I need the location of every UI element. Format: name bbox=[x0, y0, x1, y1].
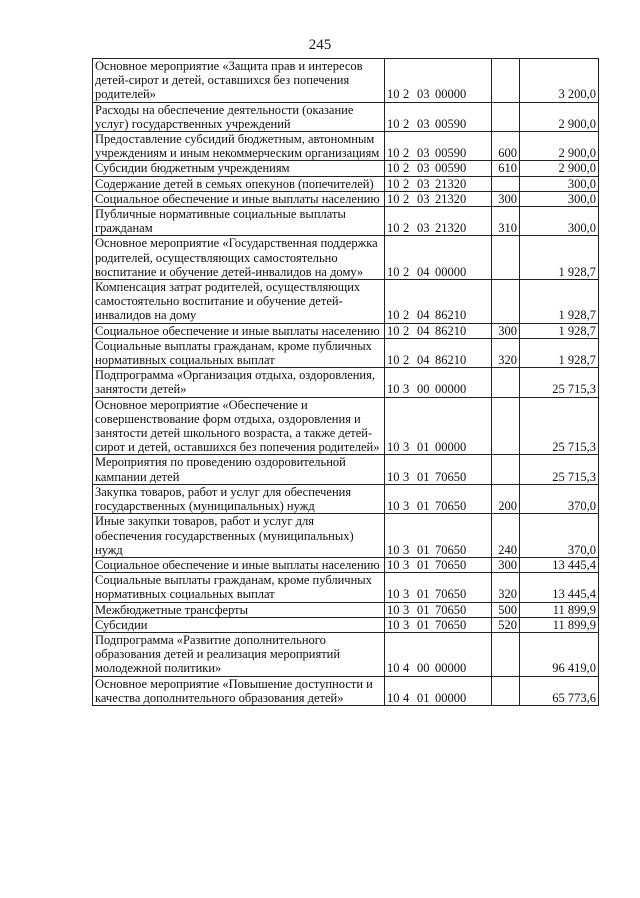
row-code bbox=[385, 280, 492, 324]
row-amount: 25 715,3 bbox=[520, 455, 599, 484]
row-name: Межбюджетные трансферты bbox=[93, 602, 385, 617]
code-part-c2: 2 bbox=[403, 116, 413, 131]
code-part-c2: 2 bbox=[403, 161, 413, 176]
row-amount: 370,0 bbox=[520, 484, 599, 513]
table-row bbox=[93, 161, 599, 176]
row-name: Компенсация затрат родителей, осуществляющих самостоятельно воспитание и обучение детей-инвалидов на дому bbox=[93, 280, 385, 324]
code-part-c4: 70650 bbox=[435, 587, 467, 602]
code-part-c2: 3 bbox=[403, 602, 413, 617]
code-part-c1: 10 bbox=[387, 146, 403, 161]
row-expense-type: 320 bbox=[492, 338, 520, 367]
code-part-c4: 00590 bbox=[435, 116, 467, 131]
code-part-c1: 10 bbox=[387, 690, 403, 705]
code-part-c4: 86210 bbox=[435, 308, 467, 323]
code-part-c4: 00000 bbox=[435, 661, 467, 676]
row-name: Основное мероприятие «Защита прав и интересов детей-сирот и детей, оставшихся без попечения родителей» bbox=[93, 59, 385, 103]
code-part-c4: 21320 bbox=[435, 191, 467, 206]
row-expense-type: 200 bbox=[492, 484, 520, 513]
table-row bbox=[93, 236, 599, 280]
row-name: Социальные выплаты гражданам, кроме публичных нормативных социальных выплат bbox=[93, 573, 385, 602]
table-row bbox=[93, 455, 599, 484]
row-amount: 300,0 bbox=[520, 207, 599, 236]
table-row bbox=[93, 632, 599, 676]
row-code bbox=[385, 455, 492, 484]
row-amount: 65 773,6 bbox=[520, 676, 599, 705]
row-code bbox=[385, 161, 492, 176]
code-part-c3: 01 bbox=[417, 557, 433, 572]
row-code bbox=[385, 676, 492, 705]
table-row bbox=[93, 323, 599, 338]
code-part-c2: 3 bbox=[403, 617, 413, 632]
code-part-c2: 4 bbox=[403, 690, 413, 705]
code-part-c3: 01 bbox=[417, 617, 433, 632]
row-expense-type: 610 bbox=[492, 161, 520, 176]
row-expense-type: 300 bbox=[492, 191, 520, 206]
code-part-c4: 00590 bbox=[435, 146, 467, 161]
code-part-c1: 10 bbox=[387, 382, 403, 397]
code-part-c1: 10 bbox=[387, 323, 403, 338]
row-amount: 2 900,0 bbox=[520, 161, 599, 176]
row-code bbox=[385, 484, 492, 513]
row-code bbox=[385, 207, 492, 236]
code-part-c1: 10 bbox=[387, 191, 403, 206]
row-expense-type: 520 bbox=[492, 617, 520, 632]
row-name: Субсидии bbox=[93, 617, 385, 632]
code-part-c2: 2 bbox=[403, 176, 413, 191]
table-row bbox=[93, 484, 599, 513]
code-part-c3: 03 bbox=[417, 221, 433, 236]
row-amount: 370,0 bbox=[520, 514, 599, 558]
row-expense-type bbox=[492, 455, 520, 484]
row-amount: 1 928,7 bbox=[520, 338, 599, 367]
code-part-c4: 00000 bbox=[435, 87, 467, 102]
row-code bbox=[385, 176, 492, 191]
row-code bbox=[385, 59, 492, 103]
code-part-c1: 10 bbox=[387, 264, 403, 279]
row-expense-type bbox=[492, 632, 520, 676]
code-part-c2: 2 bbox=[403, 87, 413, 102]
row-amount: 2 900,0 bbox=[520, 102, 599, 131]
code-part-c4: 70650 bbox=[435, 469, 467, 484]
table-row bbox=[93, 338, 599, 367]
row-code bbox=[385, 617, 492, 632]
table-row bbox=[93, 557, 599, 572]
code-part-c4: 21320 bbox=[435, 221, 467, 236]
code-part-c3: 04 bbox=[417, 323, 433, 338]
row-expense-type: 300 bbox=[492, 557, 520, 572]
code-part-c3: 03 bbox=[417, 191, 433, 206]
budget-table bbox=[92, 58, 599, 706]
row-expense-type bbox=[492, 676, 520, 705]
code-part-c1: 10 bbox=[387, 176, 403, 191]
row-name: Основное мероприятие «Государственная поддержка родителей, осуществляющих самостоятельно воспитание и обучение детей-инвалидов на дому» bbox=[93, 236, 385, 280]
code-part-c3: 01 bbox=[417, 469, 433, 484]
code-part-c4: 70650 bbox=[435, 602, 467, 617]
row-amount: 1 928,7 bbox=[520, 236, 599, 280]
table-row bbox=[93, 191, 599, 206]
row-expense-type bbox=[492, 280, 520, 324]
code-part-c2: 3 bbox=[403, 542, 413, 557]
table-row bbox=[93, 676, 599, 705]
row-amount: 1 928,7 bbox=[520, 323, 599, 338]
code-part-c4: 00000 bbox=[435, 382, 467, 397]
row-expense-type bbox=[492, 59, 520, 103]
code-part-c2: 3 bbox=[403, 382, 413, 397]
code-part-c4: 00000 bbox=[435, 264, 467, 279]
row-amount: 13 445,4 bbox=[520, 573, 599, 602]
table-row bbox=[93, 573, 599, 602]
row-expense-type bbox=[492, 176, 520, 191]
table-row bbox=[93, 368, 599, 397]
table-row bbox=[93, 602, 599, 617]
row-name: Основное мероприятие «Повышение доступности и качества дополнительного образования детей» bbox=[93, 676, 385, 705]
row-code bbox=[385, 632, 492, 676]
row-code bbox=[385, 236, 492, 280]
row-amount: 300,0 bbox=[520, 176, 599, 191]
table-row bbox=[93, 514, 599, 558]
code-part-c2: 2 bbox=[403, 264, 413, 279]
budget-table-body bbox=[93, 59, 599, 706]
code-part-c3: 01 bbox=[417, 499, 433, 514]
row-name: Социальное обеспечение и иные выплаты населению bbox=[93, 557, 385, 572]
code-part-c1: 10 bbox=[387, 617, 403, 632]
row-amount: 300,0 bbox=[520, 191, 599, 206]
code-part-c1: 10 bbox=[387, 161, 403, 176]
row-amount: 3 200,0 bbox=[520, 59, 599, 103]
row-name: Субсидии бюджетным учреждениям bbox=[93, 161, 385, 176]
row-name: Основное мероприятие «Обеспечение и совершенствование форм отдыха, оздоровления и занятости детей школьного возраста, а также детей-сирот и детей, оставшихся без попечения родителей» bbox=[93, 397, 385, 455]
row-name: Подпрограмма «Организация отдыха, оздоровления, занятости детей» bbox=[93, 368, 385, 397]
code-part-c1: 10 bbox=[387, 221, 403, 236]
code-part-c2: 2 bbox=[403, 146, 413, 161]
row-expense-type: 600 bbox=[492, 132, 520, 161]
code-part-c4: 86210 bbox=[435, 323, 467, 338]
row-amount: 1 928,7 bbox=[520, 280, 599, 324]
table-row bbox=[93, 102, 599, 131]
code-part-c2: 3 bbox=[403, 587, 413, 602]
code-part-c3: 03 bbox=[417, 161, 433, 176]
row-code bbox=[385, 323, 492, 338]
row-code bbox=[385, 102, 492, 131]
page-number: 245 bbox=[308, 37, 332, 53]
table-row bbox=[93, 280, 599, 324]
code-part-c2: 2 bbox=[403, 308, 413, 323]
code-part-c2: 2 bbox=[403, 221, 413, 236]
row-code bbox=[385, 132, 492, 161]
code-part-c1: 10 bbox=[387, 308, 403, 323]
row-amount: 25 715,3 bbox=[520, 397, 599, 455]
code-part-c2: 3 bbox=[403, 440, 413, 455]
row-name: Публичные нормативные социальные выплаты гражданам bbox=[93, 207, 385, 236]
code-part-c2: 2 bbox=[403, 191, 413, 206]
row-name: Мероприятия по проведению оздоровительной кампании детей bbox=[93, 455, 385, 484]
code-part-c3: 00 bbox=[417, 661, 433, 676]
code-part-c3: 00 bbox=[417, 382, 433, 397]
row-code bbox=[385, 191, 492, 206]
code-part-c2: 3 bbox=[403, 469, 413, 484]
row-expense-type: 500 bbox=[492, 602, 520, 617]
row-expense-type: 240 bbox=[492, 514, 520, 558]
row-code bbox=[385, 338, 492, 367]
code-part-c3: 01 bbox=[417, 690, 433, 705]
row-name: Предоставление субсидий бюджетным, автономным учреждениям и иным некоммерческим организациям bbox=[93, 132, 385, 161]
code-part-c3: 01 bbox=[417, 542, 433, 557]
row-amount: 2 900,0 bbox=[520, 132, 599, 161]
row-expense-type bbox=[492, 397, 520, 455]
code-part-c3: 01 bbox=[417, 587, 433, 602]
row-amount: 25 715,3 bbox=[520, 368, 599, 397]
row-expense-type: 300 bbox=[492, 323, 520, 338]
code-part-c2: 3 bbox=[403, 557, 413, 572]
code-part-c3: 03 bbox=[417, 146, 433, 161]
row-expense-type: 310 bbox=[492, 207, 520, 236]
code-part-c1: 10 bbox=[387, 469, 403, 484]
table-row bbox=[93, 59, 599, 103]
code-part-c2: 4 bbox=[403, 661, 413, 676]
row-amount: 13 445,4 bbox=[520, 557, 599, 572]
row-name: Социальное обеспечение и иные выплаты населению bbox=[93, 191, 385, 206]
code-part-c3: 01 bbox=[417, 440, 433, 455]
table-row bbox=[93, 176, 599, 191]
row-name: Подпрограмма «Развитие дополнительного образования детей и реализация мероприятий молодежной политики» bbox=[93, 632, 385, 676]
code-part-c1: 10 bbox=[387, 499, 403, 514]
code-part-c4: 70650 bbox=[435, 617, 467, 632]
row-amount: 96 419,0 bbox=[520, 632, 599, 676]
code-part-c4: 00000 bbox=[435, 440, 467, 455]
row-expense-type bbox=[492, 368, 520, 397]
row-name: Социальные выплаты гражданам, кроме публичных нормативных социальных выплат bbox=[93, 338, 385, 367]
row-name: Содержание детей в семьях опекунов (попечителей) bbox=[93, 176, 385, 191]
code-part-c4: 21320 bbox=[435, 176, 467, 191]
code-part-c4: 00590 bbox=[435, 161, 467, 176]
code-part-c2: 3 bbox=[403, 499, 413, 514]
table-row bbox=[93, 397, 599, 455]
code-part-c1: 10 bbox=[387, 87, 403, 102]
table-row bbox=[93, 132, 599, 161]
code-part-c4: 86210 bbox=[435, 353, 467, 368]
code-part-c3: 03 bbox=[417, 87, 433, 102]
table-row bbox=[93, 617, 599, 632]
code-part-c3: 04 bbox=[417, 353, 433, 368]
code-part-c3: 03 bbox=[417, 176, 433, 191]
code-part-c1: 10 bbox=[387, 661, 403, 676]
row-amount: 11 899,9 bbox=[520, 602, 599, 617]
row-name: Иные закупки товаров, работ и услуг для обеспечения государственных (муниципальных) нужд bbox=[93, 514, 385, 558]
code-part-c3: 04 bbox=[417, 264, 433, 279]
row-code bbox=[385, 557, 492, 572]
row-expense-type: 320 bbox=[492, 573, 520, 602]
row-name: Закупка товаров, работ и услуг для обеспечения государственных (муниципальных) нужд bbox=[93, 484, 385, 513]
row-code bbox=[385, 602, 492, 617]
code-part-c1: 10 bbox=[387, 542, 403, 557]
code-part-c3: 03 bbox=[417, 116, 433, 131]
code-part-c1: 10 bbox=[387, 587, 403, 602]
code-part-c1: 10 bbox=[387, 557, 403, 572]
row-amount: 11 899,9 bbox=[520, 617, 599, 632]
row-expense-type bbox=[492, 236, 520, 280]
table-row bbox=[93, 207, 599, 236]
code-part-c2: 2 bbox=[403, 353, 413, 368]
code-part-c1: 10 bbox=[387, 353, 403, 368]
row-name: Расходы на обеспечение деятельности (оказание услуг) государственных учреждений bbox=[93, 102, 385, 131]
row-code bbox=[385, 573, 492, 602]
row-code bbox=[385, 368, 492, 397]
code-part-c3: 04 bbox=[417, 308, 433, 323]
code-part-c1: 10 bbox=[387, 602, 403, 617]
code-part-c1: 10 bbox=[387, 440, 403, 455]
code-part-c4: 70650 bbox=[435, 557, 467, 572]
row-name: Социальное обеспечение и иные выплаты населению bbox=[93, 323, 385, 338]
code-part-c4: 70650 bbox=[435, 499, 467, 514]
code-part-c4: 00000 bbox=[435, 690, 467, 705]
row-code bbox=[385, 397, 492, 455]
row-code bbox=[385, 514, 492, 558]
code-part-c3: 01 bbox=[417, 602, 433, 617]
code-part-c4: 70650 bbox=[435, 542, 467, 557]
code-part-c2: 2 bbox=[403, 323, 413, 338]
code-part-c1: 10 bbox=[387, 116, 403, 131]
row-expense-type bbox=[492, 102, 520, 131]
